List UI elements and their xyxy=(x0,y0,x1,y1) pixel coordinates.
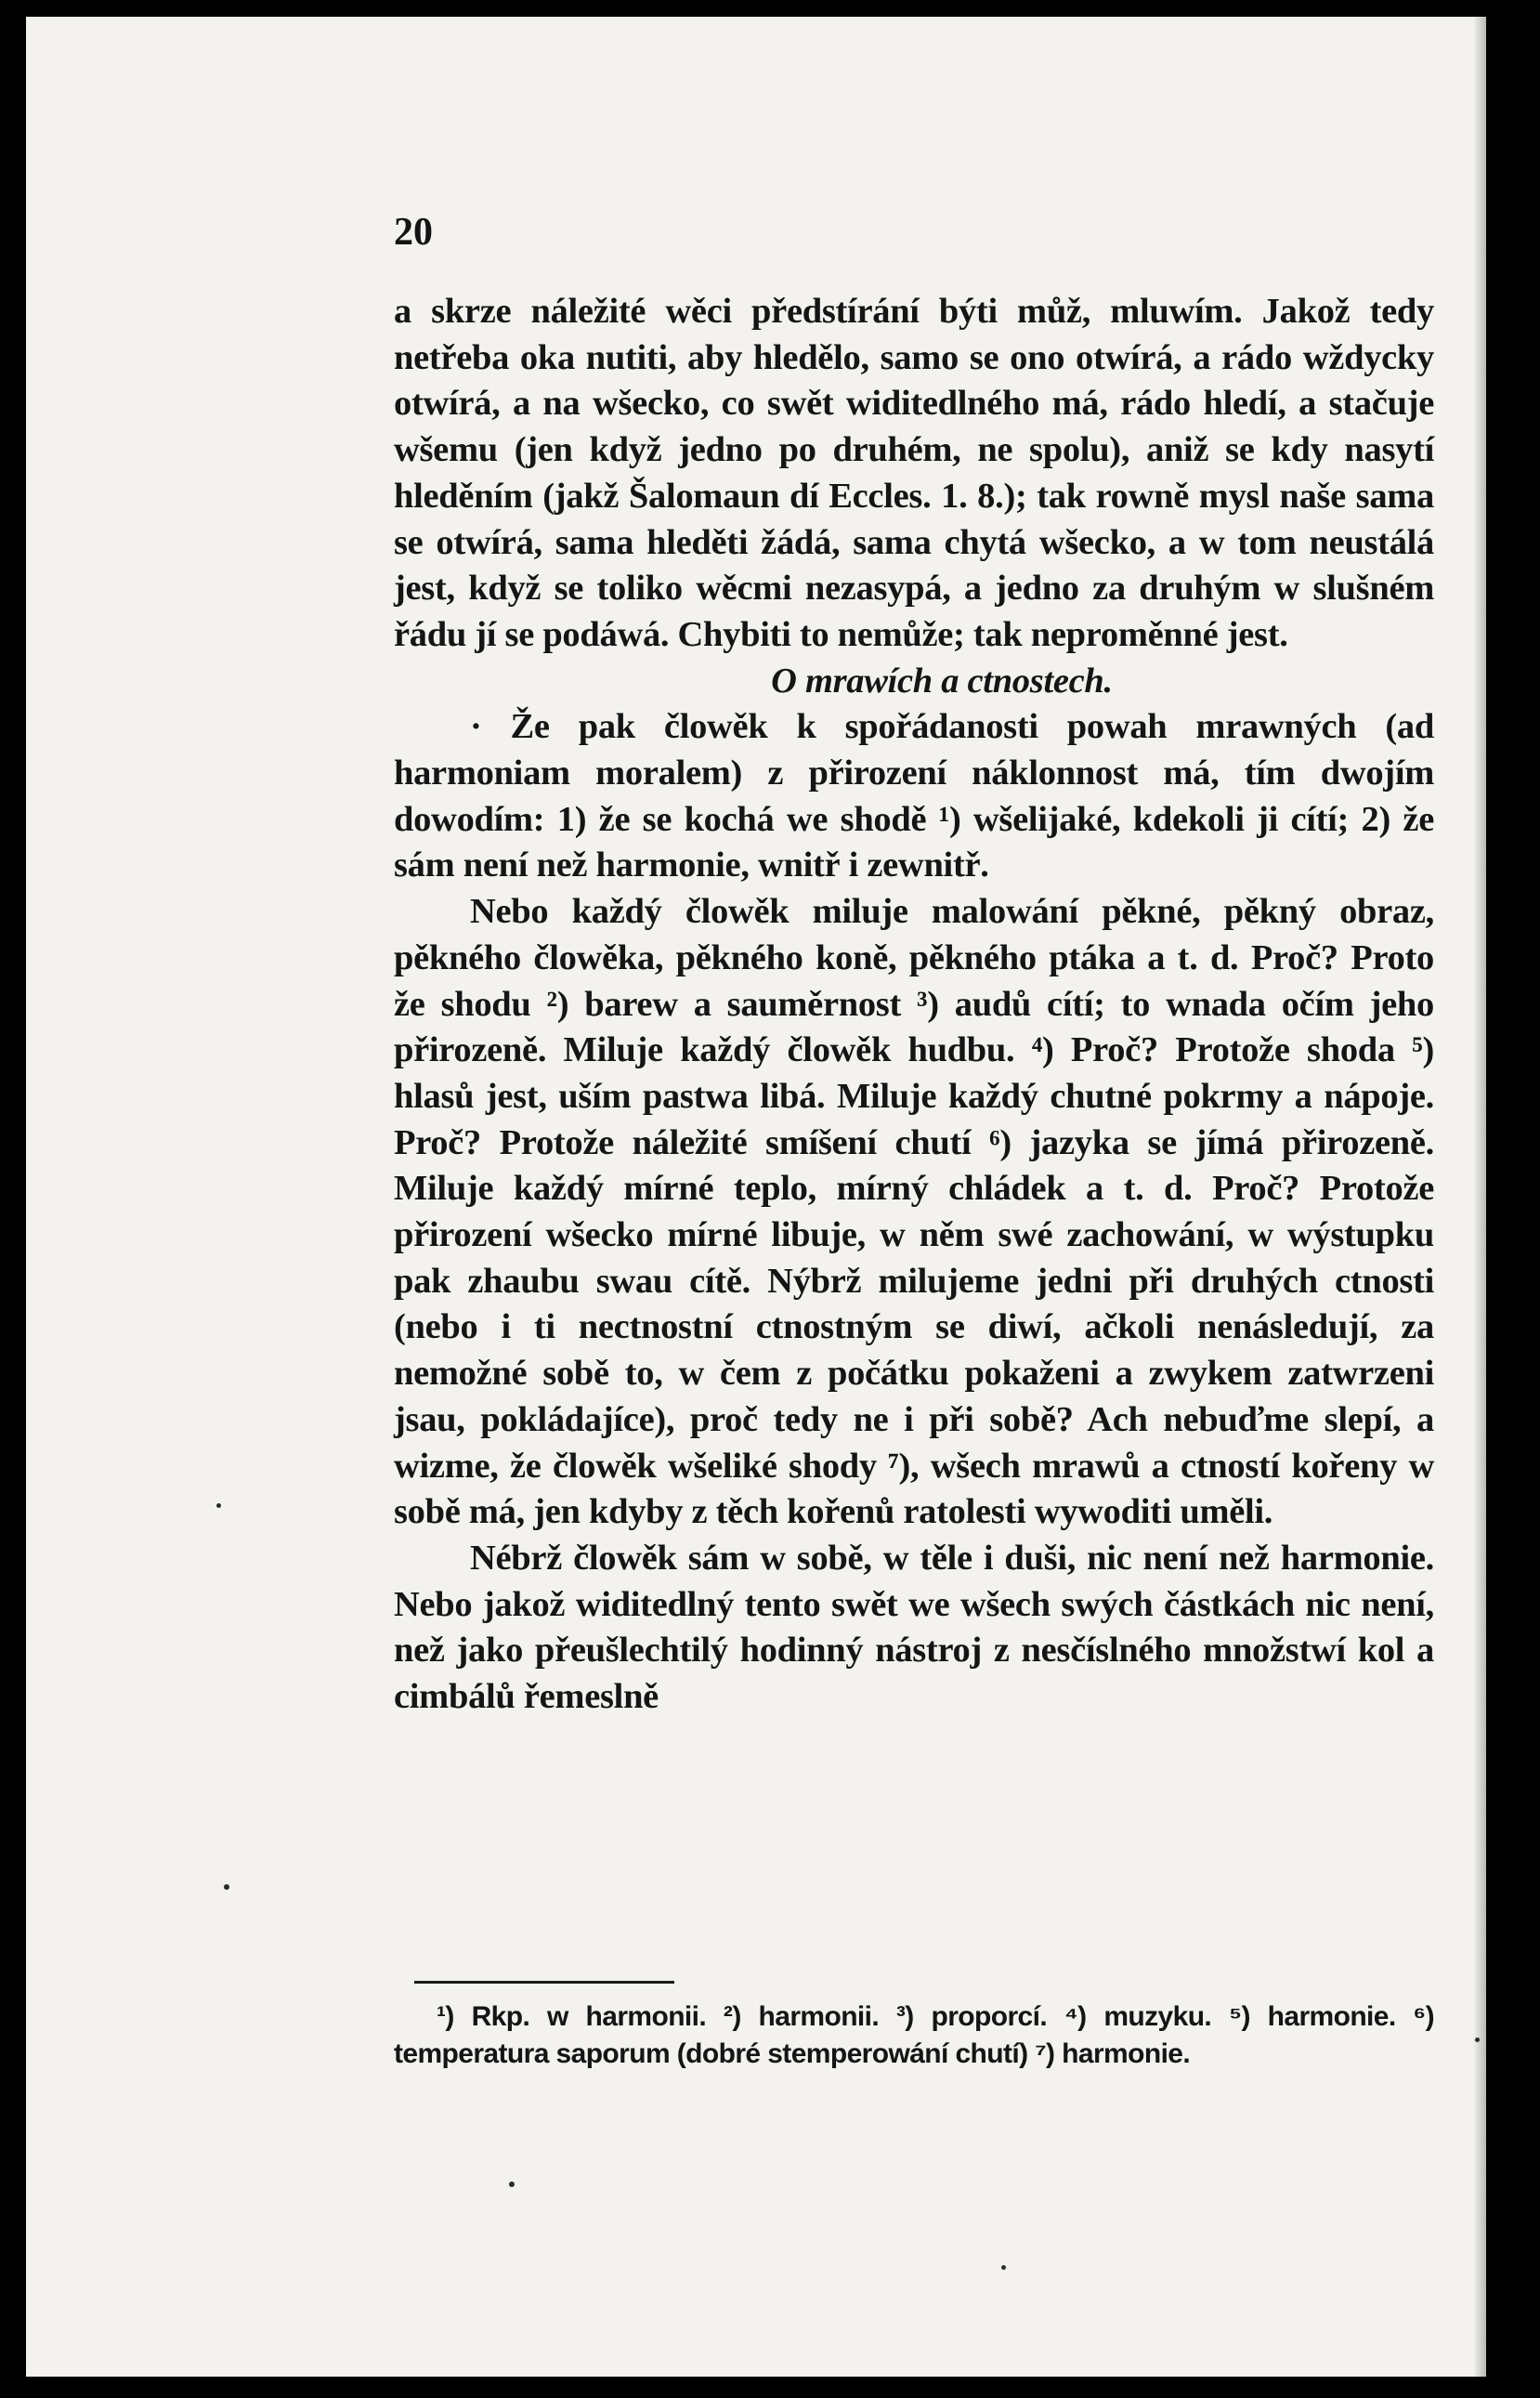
book-page xyxy=(26,17,1486,2377)
footnotes xyxy=(394,1998,1434,2073)
scan-speck xyxy=(509,2182,515,2187)
paragraph-1: a skrze náležité wěci předstírání býti můž, mluwím. Jakož tedy netřeba oka nutiti, aby hledělo, samo se ono otwírá, a rádo wždycky otwírá, a na wšecko, co swět widitedlného má, rádo hledí, a stačuje wšemu (jen když jedno po druhém, ne spolu), aniž se kdy nasytí hleděním (jakž Šalomaun dí Eccles. 1. 8.); tak rowně mysl naše sama se otwírá, sama hleděti žádá, sama chytá wšecko, a w tom neustálá jest, když se toliko wěcmi nezasypá, a jedno za druhým w slušném řádu jí se podáwá. Chybiti to nemůže; tak neproměnné jest. xyxy=(394,292,1434,654)
body-text xyxy=(394,289,1434,1721)
page-edge-shadow xyxy=(1473,17,1486,2377)
scan-speck xyxy=(224,1884,229,1890)
scan-speck xyxy=(216,1503,221,1508)
scan-speck xyxy=(1475,2038,1480,2042)
scan-speck xyxy=(1001,2265,1006,2270)
paragraph-2: · Že pak člowěk k spořádanosti powah mrawných (ad harmoniam moralem) z přirození náklonnost má, tím dwojím dowodím: 1) že se kochá we shodě ¹) wšelijaké, kdekoli ji cítí; 2) že sám není než harmonie, wnitř i zewnitř. xyxy=(394,707,1434,885)
footnote-rule xyxy=(414,1981,674,1984)
page-number: 20 xyxy=(394,211,433,254)
paragraph-4: Nébrž člowěk sám w sobě, w těle i duši, nic není než harmonie. Nebo jakož widitedlný tento swět we wšech swých částkách nic není, než jako přeušlechtilý hodinný nástroj z nesčíslného množstwí kol a cimbálů řemeslně xyxy=(394,1538,1434,1717)
paragraph-3: Nebo každý člowěk miluje malowání pěkné, pěkný obraz, pěkného člowěka, pěkného koně, pěkného ptáka a t. d. Proč? Proto že shodu ²) barew a sauměrnost ³) audů cítí; to wnada očím jeho přirozeně. Miluje každý člowěk hudbu. ⁴) Proč? Protože shoda ⁵) hlasů jest, uším pastwa libá. Miluje každý chutné pokrmy a nápoje. Proč? Protože náležité smíšení chutí ⁶) jazyka se jímá přirozeně. Miluje každý mírné teplo, mírný chládek a t. d. Proč? Protože přirození wšecko mírné libuje, w něm swé zachowání, w wýstupku pak zhaubu swau cítě. Nýbrž milujeme jedni při druhých ctnosti (nebo i ti nectnostní ctnostným se diwí, ačkoli nenásledují, za nemožné sobě to, w čem z počátku pokaženi a zwykem zatwrzeni jsau, pokládajíce), proč tedy ne i při sobě? Ach nebuďme slepí, a wizme, že člowěk wšeliké shody ⁷), wšech mrawů a ctností kořeny w sobě má, jen kdyby z těch kořenů ratolesti wywoditi uměli. xyxy=(394,892,1434,1532)
footnote-text: ¹) Rkp. w harmonii. ²) harmonii. ³) proporcí. ⁴) muzyku. ⁵) harmonie. ⁶) temperatura saporum (dobré stemperowání chutí) ⁷) harmonie. xyxy=(394,2001,1434,2069)
section-heading: O mrawích a ctnostech. xyxy=(771,661,1113,701)
